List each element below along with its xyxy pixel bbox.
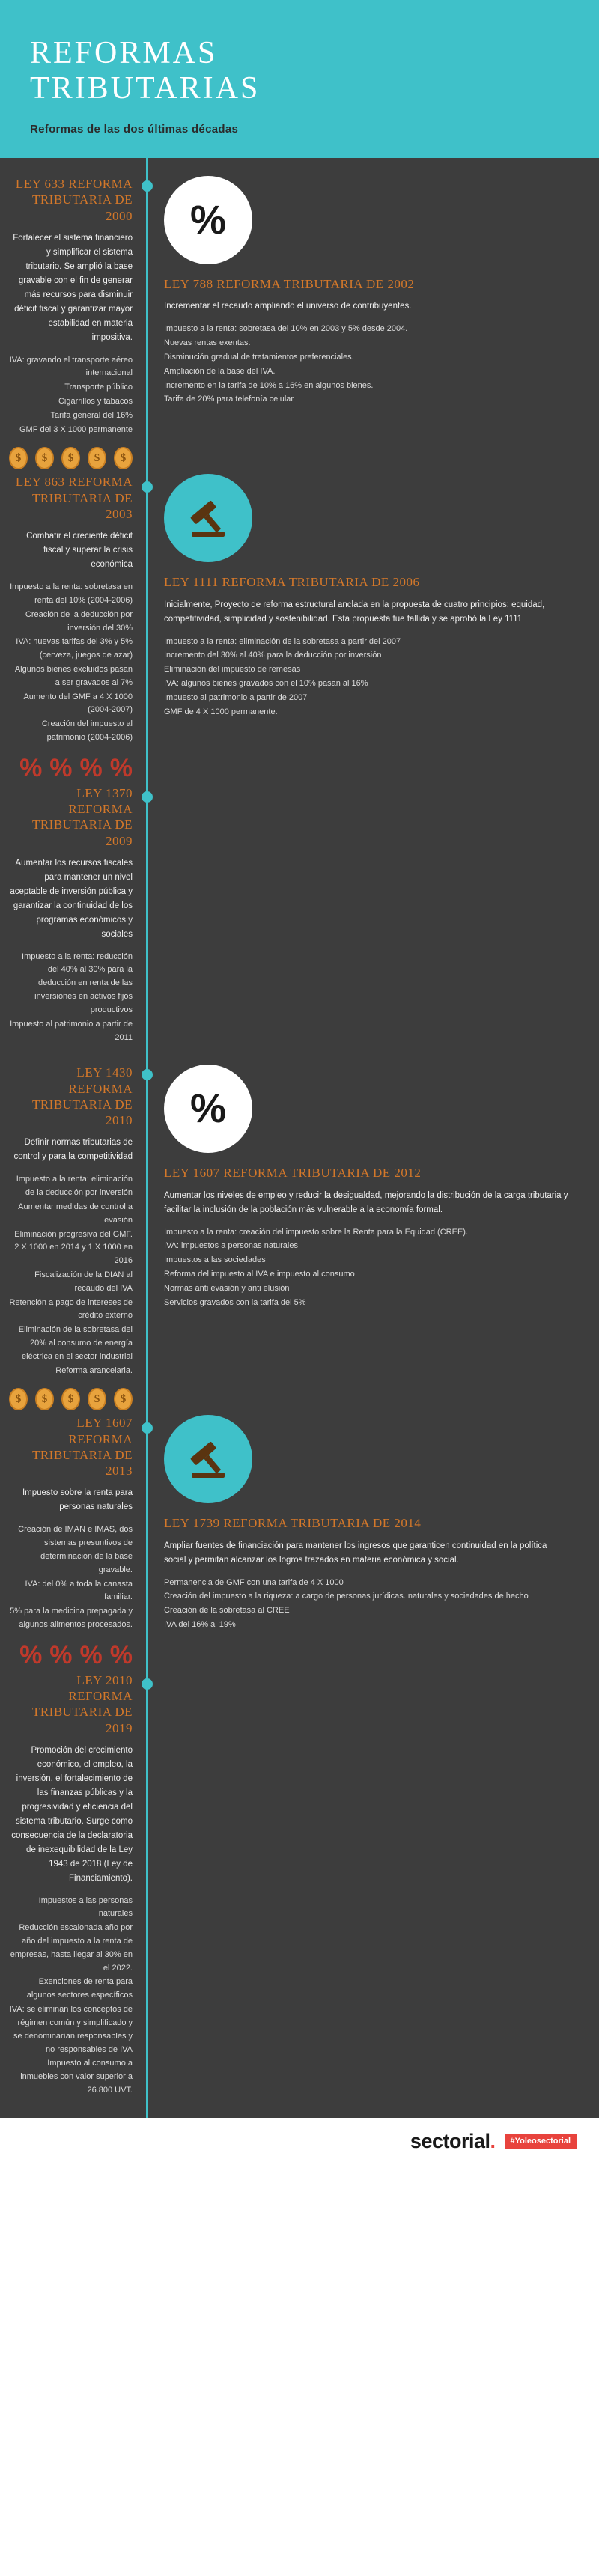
gavel-icon — [184, 494, 232, 542]
law-point: Nuevas rentas exentas. — [164, 338, 251, 348]
law-point: Creación de IMAN e IMAS, dos sistemas presuntivos de determinación de la base gravable. — [18, 1525, 133, 1574]
law-point: Disminución gradual de tratamientos preferenciales. — [164, 352, 354, 362]
law-points — [9, 1173, 133, 1377]
law-intro: Incrementar el recaudo ampliando el universo de contribuyentes. — [164, 302, 412, 311]
law-point: Tarifa general del 16% — [50, 410, 133, 420]
law-entry-2 — [0, 474, 146, 785]
law-intro: Fortalecer el sistema financiero y simplificar el sistema tributario. Se amplió la base gravable con el fin de generar más recursos para disminuir déficit fiscal y garantizar mayor estabilidad en materia impositiva. — [13, 233, 133, 342]
timeline-node — [142, 180, 153, 192]
coin-icon: $ — [9, 1388, 28, 1410]
percent-circle-icon — [164, 176, 252, 264]
law-point: 5% para la medicina prepagada y algunos alimentos procesados. — [10, 1607, 133, 1630]
law-point: IVA: se eliminan los conceptos de régimen común y simplificado y se denominarían responsables y no responsables de IVA — [9, 2005, 133, 2054]
law-entry-7 — [0, 1415, 146, 1672]
coin-row — [9, 447, 133, 469]
timeline-row — [0, 176, 599, 474]
law-title: LEY 1430 REFORMA TRIBUTARIA DE 2010 — [31, 1065, 133, 1128]
timeline-row — [0, 1672, 599, 2098]
brand-logo — [410, 2130, 496, 2153]
percent-row — [9, 1642, 133, 1668]
law-points — [164, 636, 569, 719]
coin-icon: $ — [114, 1388, 133, 1410]
law-entry-6 — [146, 1065, 599, 1415]
coin-icon: $ — [88, 447, 106, 469]
law-entry-9 — [0, 1672, 146, 2098]
law-points — [164, 1226, 569, 1310]
law-point: Impuesto a la renta: sobretasa del 10% en 2003 y 5% desde 2004. — [164, 324, 408, 334]
coin-icon: $ — [61, 1388, 80, 1410]
percent-row — [9, 755, 133, 781]
coin-icon: $ — [88, 1388, 106, 1410]
percent-symbol: % — [49, 1640, 73, 1669]
gavel-icon — [184, 1435, 232, 1483]
law-point: Impuesto al patrimonio a partir de 2011 — [10, 1019, 133, 1042]
coin-icon: $ — [35, 447, 54, 469]
law-point: Impuesto a la renta: reducción del 40% al 30% para la deducción en renta de las inversiones en activos fijos productivos — [22, 951, 133, 1014]
law-point: Aumento del GMF a 4 X 1000 (2004-2007) — [23, 692, 133, 715]
timeline-node — [142, 791, 153, 803]
law-entry-0 — [0, 176, 146, 474]
coin-icon: $ — [114, 447, 133, 469]
law-point: IVA: nuevas tarifas del 3% y 5% (cerveza, juegos de azar) — [16, 637, 133, 660]
law-point: GMF de 4 X 1000 permanente. — [164, 707, 278, 716]
law-title: LEY 2010 REFORMA TRIBUTARIA DE 2019 — [31, 1672, 133, 1735]
law-entry-5 — [0, 1065, 146, 1415]
page-title-line2: TRIBUTARIAS — [30, 71, 261, 106]
law-point: Impuesto a la renta: sobretasa en renta del 10% (2004-2006) — [10, 582, 133, 605]
law-points — [9, 581, 133, 745]
page-title — [30, 36, 569, 106]
law-entry-8 — [146, 1415, 599, 1672]
gavel-circle-icon — [164, 1415, 252, 1503]
law-point: IVA: impuestos a personas naturales — [164, 1241, 298, 1251]
timeline-row — [0, 1065, 599, 1415]
law-title: LEY 1607 REFORMA TRIBUTARIA DE 2012 — [164, 1166, 422, 1181]
law-entry-1 — [146, 176, 599, 474]
law-point: Impuestos a las sociedades — [164, 1255, 266, 1265]
law-point: IVA: gravando el transporte aéreo internacional — [9, 355, 133, 378]
coin-icon: $ — [35, 1388, 54, 1410]
law-intro: Aumentar los niveles de empleo y reducir la desigualdad, mejorando la distribución de la carga tributaria y facilitar la inclusión de la población más vulnerable a la economía formal. — [164, 1190, 568, 1214]
law-points — [164, 323, 569, 407]
spacer-right — [146, 1672, 599, 2098]
law-point: Reforma del impuesto al IVA e impuesto al consumo — [164, 1269, 355, 1279]
percent-circle-icon — [164, 1065, 252, 1153]
law-title: LEY 1739 REFORMA TRIBUTARIA DE 2014 — [164, 1516, 422, 1531]
law-intro: Promoción del crecimiento económico, el empleo, la inversión, el fortalecimiento de las finanzas públicas y la progresividad y eficiencia del sistema tributario. Surge como consecuencia de la declaratoria de inexequibilidad de la Ley 1943 de 2018 (Ley de Financiamiento). — [11, 1745, 133, 1883]
coin-icon: $ — [61, 447, 80, 469]
law-point: Reforma arancelaria. — [55, 1365, 133, 1375]
percent-symbol: % — [49, 753, 73, 782]
timeline-row — [0, 474, 599, 785]
law-point: Ampliación de la base del IVA. — [164, 366, 276, 376]
law-point: Creación del impuesto a la riqueza: a cargo de personas jurídicas. naturales y sociedades de hecho — [164, 1592, 529, 1601]
percent-symbol: % — [189, 1086, 226, 1132]
law-point: IVA: algunos bienes gravados con el 10% pasan al 16% — [164, 679, 368, 689]
percent-symbol: % — [189, 198, 226, 243]
timeline-node — [142, 1678, 153, 1690]
law-point: Impuesto al consumo a inmuebles con valor superior a 26.800 UVT. — [20, 2059, 133, 2095]
law-point: Creación de la deducción por inversión del 30% — [25, 609, 133, 633]
law-point: Eliminación progresiva del GMF. 2 X 1000 en 2014 y 1 X 1000 en 2016 — [14, 1229, 133, 1266]
spacer-right — [146, 785, 599, 1046]
brand-dot: . — [490, 2129, 496, 2152]
gavel-circle-icon — [164, 474, 252, 562]
percent-symbol: % — [19, 753, 43, 782]
law-point: Permanencia de GMF con una tarifa de 4 X 1000 — [164, 1577, 344, 1587]
law-point: Algunos bienes excluidos pasan a ser gravados al 7% — [14, 664, 133, 687]
timeline-row — [0, 785, 599, 1046]
law-points — [9, 1895, 133, 2098]
law-intro: Ampliar fuentes de financiación para mantener los ingresos que garanticen continuidad en la política social y permitan alcanzar los logros trazados en materia económica y social. — [164, 1541, 547, 1565]
timeline — [0, 158, 599, 2118]
law-title: LEY 788 REFORMA TRIBUTARIA DE 2002 — [164, 277, 415, 292]
law-point: Exenciones de renta para algunos sectores específicos — [26, 1977, 133, 2000]
law-title: LEY 1370 REFORMA TRIBUTARIA DE 2009 — [31, 785, 133, 848]
law-point: Eliminación del impuesto de remesas — [164, 665, 301, 675]
law-point: Impuesto a la renta: eliminación de la deducción por inversión — [16, 1175, 133, 1198]
law-points — [9, 951, 133, 1045]
law-title: LEY 633 REFORMA TRIBUTARIA DE 2000 — [15, 177, 133, 223]
law-points — [9, 354, 133, 437]
percent-symbol: % — [109, 1640, 133, 1669]
section-spacer — [0, 2098, 599, 2118]
page-title-line1: REFORMAS — [30, 36, 218, 70]
law-point: Incremento del 30% al 40% para la deducción por inversión — [164, 651, 382, 660]
brand-name: sectorial — [410, 2129, 490, 2152]
law-intro: Aumentar los recursos fiscales para mantener un nivel aceptable de inversión pública y garantizar la continuidad de los programas económicos y sociales — [10, 858, 133, 939]
law-point: IVA del 16% al 19% — [164, 1620, 236, 1630]
law-intro: Definir normas tributarias de control y para la competitividad — [13, 1138, 133, 1162]
law-point: Tarifa de 20% para telefonía celular — [164, 395, 294, 404]
law-point: Impuesto a la renta: eliminación de la sobretasa a partir del 2007 — [164, 636, 401, 646]
law-points — [164, 1577, 569, 1632]
law-points — [9, 1523, 133, 1632]
law-point: IVA: del 0% a toda la canasta familiar. — [25, 1579, 133, 1602]
percent-symbol: % — [109, 753, 133, 782]
law-point: Fiscalización de la DIAN al recaudo del IVA — [34, 1270, 133, 1293]
percent-symbol: % — [19, 1640, 43, 1669]
law-point: Incremento en la tarifa de 10% a 16% en algunos bienes. — [164, 380, 374, 390]
percent-symbol: % — [79, 753, 103, 782]
law-point: Creación de la sobretasa al CREE — [164, 1606, 290, 1616]
law-entry-3 — [146, 474, 599, 785]
law-title: LEY 863 REFORMA TRIBUTARIA DE 2003 — [15, 475, 133, 521]
section-spacer — [0, 1045, 599, 1065]
law-point: GMF del 3 X 1000 permanente — [19, 424, 133, 434]
law-point: Cigarrillos y tabacos — [58, 397, 133, 406]
law-intro: Combatir el creciente déficit fiscal y superar la crisis económica — [26, 532, 133, 570]
footer — [0, 2118, 599, 2167]
law-point: Impuesto a la renta: creación del impuesto sobre la Renta para la Equidad (CREE). — [164, 1227, 468, 1237]
law-intro: Impuesto sobre la renta para personas naturales — [22, 1488, 133, 1512]
law-point: Servicios gravados con la tarifa del 5% — [164, 1297, 306, 1307]
law-title: LEY 1111 REFORMA TRIBUTARIA DE 2006 — [164, 575, 420, 590]
law-point: Aumentar medidas de control a evasión — [18, 1202, 133, 1225]
law-point: Retención a pago de intereses de crédito externo — [9, 1297, 133, 1321]
law-entry-4 — [0, 785, 146, 1046]
hashtag-badge: #Yoleosectorial — [505, 2134, 577, 2149]
percent-symbol: % — [79, 1640, 103, 1669]
coin-icon: $ — [9, 447, 28, 469]
law-point: Creación del impuesto al patrimonio (2004-2006) — [41, 719, 133, 743]
law-point: Normas anti evasión y anti elusión — [164, 1283, 290, 1293]
law-point: Transporte público — [64, 383, 133, 392]
law-point: Impuestos a las personas naturales — [38, 1896, 133, 1919]
law-point: Eliminación de la sobretasa del 20% al consumo de energía eléctrica en el sector industrial — [18, 1325, 133, 1361]
law-point: Reducción escalonada año por año del impuesto a la renta de empresas, hasta llegar al 30% en el 2022. — [10, 1923, 133, 1973]
page-subtitle: Reformas de las dos últimas décadas — [30, 123, 239, 136]
coin-row — [9, 1388, 133, 1410]
timeline-row — [0, 1415, 599, 1672]
law-point: Impuesto al patrimonio a partir de 2007 — [164, 692, 308, 702]
law-title: LEY 1607 REFORMA TRIBUTARIA DE 2013 — [31, 1416, 133, 1479]
header — [0, 0, 599, 158]
law-intro: Inicialmente, Proyecto de reforma estructural anclada en la propuesta de cuatro principios: equidad, competitividad, simplicidad y sostenibilidad. Esta propuesta fue fallida y se aprobó la Ley 1111 — [164, 600, 545, 624]
